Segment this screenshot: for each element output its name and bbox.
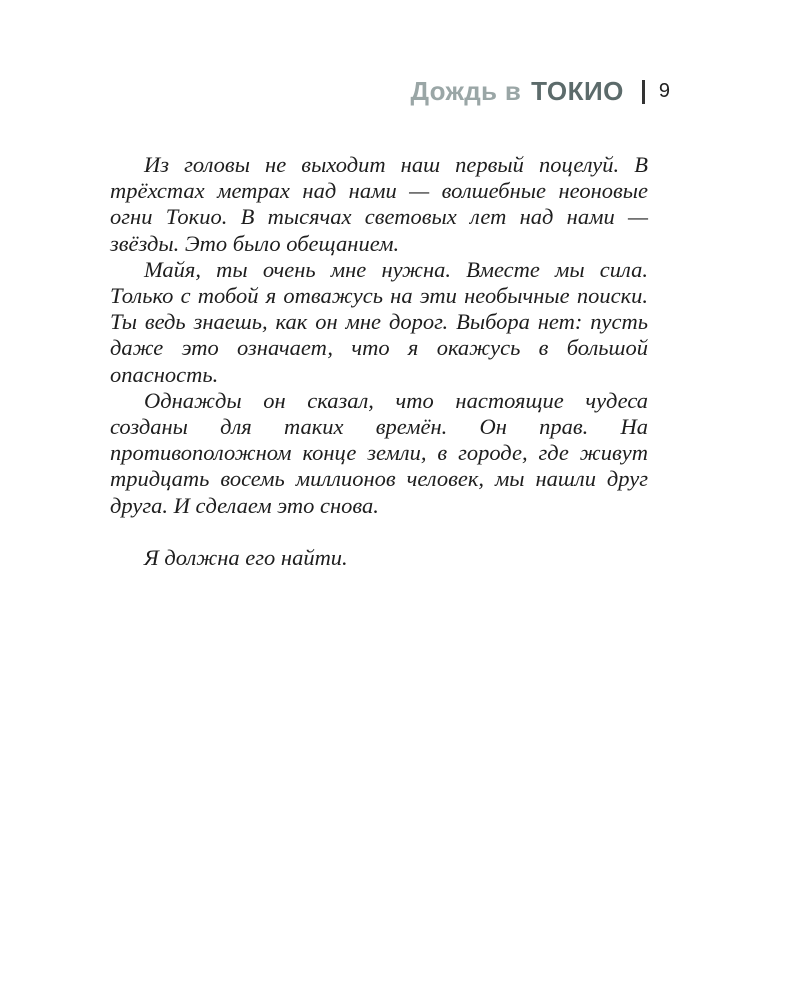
- paragraph: Майя, ты очень мне нужна. Вместе мы сила. Только с тобой я отважусь на эти необычные поиски. Ты ведь знаешь, как он мне дорог. Выбора нет: пусть даже это означает, что я окажусь в большой опасность.: [110, 256, 648, 387]
- paragraph: Однажды он сказал, что настоящие чудеса созданы для таких времён. Он прав. На противоположном конце земли, в городе, где живут тридцать восемь миллионов человек, мы нашли друг друга. И сделаем это снова.: [110, 387, 648, 518]
- book-title-light: Дождь в: [410, 76, 522, 106]
- closing-line: Я должна его найти.: [144, 544, 348, 570]
- running-header: [411, 76, 670, 107]
- page-body: [110, 152, 648, 571]
- header-divider: [642, 80, 645, 104]
- paragraph: Из головы не выходит наш первый поцелуй. В трёхстах метрах над нами — волшебные неоновые огни Токио. В тысячах световых лет над нами — звёзды. Это было обещанием.: [110, 152, 648, 256]
- book-title-strong: ТОКИО: [531, 76, 624, 106]
- page-number: 9: [658, 80, 670, 102]
